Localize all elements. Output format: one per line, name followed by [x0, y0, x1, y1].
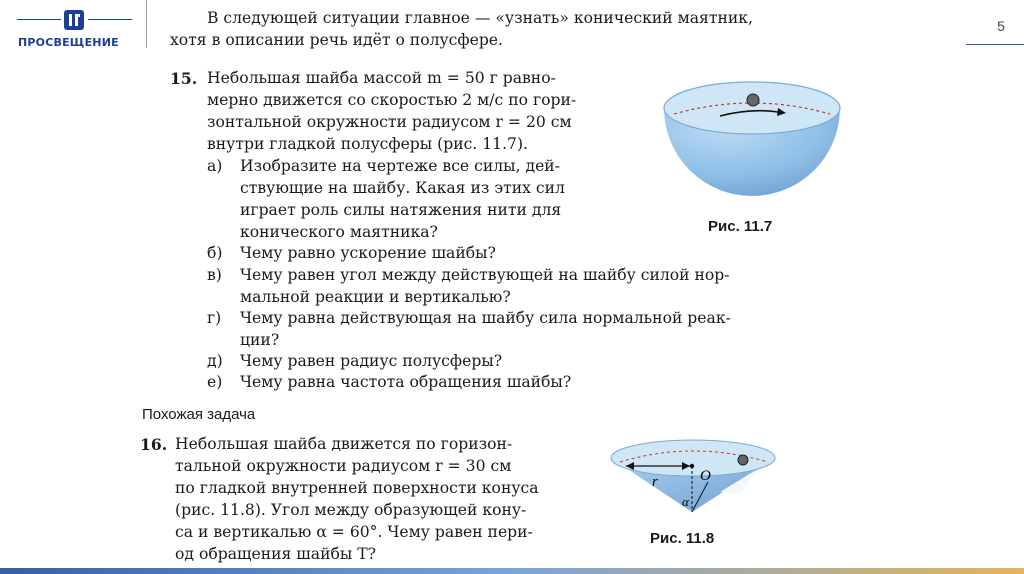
problem-16-line: по гладкой внутренней поверхности конуса — [175, 479, 539, 497]
item-g-line: ции? — [240, 331, 280, 349]
figure-11-8-caption: Рис. 11.8 — [650, 530, 715, 547]
item-a-label: а) — [207, 157, 223, 175]
bowl-rim — [664, 82, 840, 134]
item-b-line: Чему равно ускорение шайбы? — [240, 244, 496, 262]
center-point — [690, 464, 694, 468]
intro-line-1: В следующей ситуации главное — «узнать» конический маятник, — [207, 9, 753, 27]
publisher-logo — [14, 10, 132, 60]
intro-line-2: хотя в описании речь идёт о полусфере. — [170, 31, 503, 49]
item-b-label: б) — [207, 244, 223, 262]
item-a-line: играет роль силы натяжения нити для — [240, 201, 562, 219]
logo-line-right — [88, 19, 132, 20]
problem-15-line: зонтальной окружности радиусом r = 20 см — [207, 113, 572, 131]
label-r: r — [652, 474, 658, 490]
item-a-line: конического маятника? — [240, 223, 438, 241]
label-o: O — [700, 468, 711, 484]
item-g-label: г) — [207, 309, 222, 327]
publisher-name: ПРОСВЕЩЕНИЕ — [18, 36, 119, 49]
cone-figure — [608, 432, 780, 520]
cone-puck — [738, 455, 748, 465]
item-a-line: ствующие на шайбу. Какая из этих сил — [240, 179, 565, 197]
item-v-line: мальной реакции и вертикалью? — [240, 288, 511, 306]
header-divider — [146, 0, 147, 48]
problem-16-number: 16. — [140, 435, 168, 454]
slide-number: 5 — [997, 18, 1005, 34]
item-v-line: Чему равен угол между действующей на шайбу силой нор- — [240, 266, 730, 284]
problem-16-line: Небольшая шайба движется по горизон- — [175, 435, 513, 453]
logo-line-left — [17, 19, 61, 20]
item-g-line: Чему равна действующая на шайбу сила нормальной реак- — [240, 309, 731, 327]
item-e-label: е) — [207, 373, 223, 391]
problem-15-line: внутри гладкой полусферы (рис. 11.7). — [207, 135, 529, 153]
item-d-label: д) — [207, 352, 223, 370]
cone-rim — [611, 440, 775, 476]
slide-number-underline — [966, 44, 1024, 45]
bottom-accent-bar — [0, 568, 1024, 574]
hemisphere-figure — [660, 78, 844, 200]
problem-16-line: од обращения шайбы T? — [175, 545, 377, 563]
problem-16-line: (рис. 11.8). Угол между образующей кону- — [175, 501, 527, 519]
problem-16-line: тальной окружности радиусом r = 30 см — [175, 457, 512, 475]
problem-15-line: Небольшая шайба массой m = 50 г равно- — [207, 69, 556, 87]
publisher-logo-icon — [64, 10, 84, 30]
item-a-line: Изобразите на чертеже все силы, дей- — [240, 157, 560, 175]
problem-16-line: са и вертикалью α = 60°. Чему равен пери- — [175, 523, 533, 541]
item-e-line: Чему равна частота обращения шайбы? — [240, 373, 572, 391]
problem-15-number: 15. — [170, 69, 198, 88]
figure-11-7-caption: Рис. 11.7 — [708, 218, 773, 235]
label-alpha: α — [682, 494, 689, 509]
problem-15-line: мерно движется со скоростью 2 м/с по гори- — [207, 91, 577, 109]
item-d-line: Чему равен радиус полусферы? — [240, 352, 503, 370]
item-v-label: в) — [207, 266, 222, 284]
puck — [747, 94, 759, 106]
similar-problem-heading: Похожая задача — [142, 406, 256, 423]
